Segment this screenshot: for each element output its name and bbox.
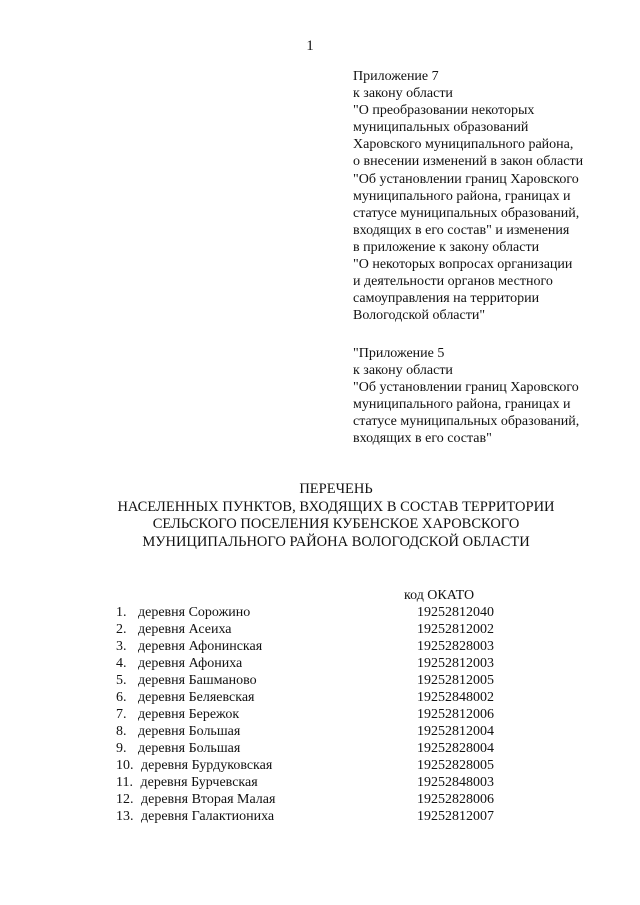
settlement-name: деревня Беляевская bbox=[138, 690, 255, 705]
list-item bbox=[116, 689, 536, 706]
title-line: НАСЕЛЕННЫХ ПУНКТОВ, ВХОДЯЩИХ В СОСТАВ ТЕРРИТОРИИ bbox=[117, 498, 555, 515]
appendix-7-line: входящих в его состав" и изменения bbox=[353, 222, 570, 238]
appendix-5-line: к закону области bbox=[353, 363, 453, 379]
list-item bbox=[116, 740, 536, 757]
list-item bbox=[116, 723, 536, 740]
appendix-7-line: в приложение к закону области bbox=[353, 239, 540, 255]
list-item bbox=[116, 774, 536, 791]
settlement-name: деревня Бурчевская bbox=[140, 775, 258, 790]
page-number: 1 bbox=[306, 38, 314, 54]
settlement-name: деревня Сорожино bbox=[138, 605, 251, 620]
appendix-7-line: самоуправления на территории bbox=[353, 291, 540, 307]
settlement-name: деревня Башманово bbox=[138, 673, 257, 688]
okato-code: 19252828006 bbox=[417, 792, 494, 807]
list-item bbox=[116, 791, 536, 808]
item-number: 9. bbox=[116, 741, 127, 756]
okato-code: 19252812006 bbox=[417, 707, 494, 722]
settlement-name: деревня Афонинская bbox=[138, 639, 263, 654]
appendix-5-header bbox=[353, 345, 638, 448]
item-number: 8. bbox=[116, 724, 127, 739]
appendix-7-line: "О преобразовании некоторых bbox=[353, 103, 535, 119]
title-line: ПЕРЕЧЕНЬ bbox=[299, 481, 373, 497]
item-number: 12. bbox=[116, 792, 134, 807]
settlement-name: деревня Галактиониха bbox=[141, 809, 275, 824]
appendix-7-line: Приложение 7 bbox=[353, 69, 439, 84]
okato-code: 19252828004 bbox=[417, 741, 494, 756]
appendix-5-line: статусе муниципальных образований, bbox=[353, 414, 580, 430]
okato-code: 19252828005 bbox=[417, 758, 494, 773]
document-title bbox=[0, 481, 640, 551]
settlement-name: деревня Бережок bbox=[138, 707, 240, 722]
list-item bbox=[116, 672, 536, 689]
title-line: МУНИЦИПАЛЬНОГО РАЙОНА ВОЛОГОДСКОЙ ОБЛАСТИ bbox=[142, 533, 530, 550]
appendix-7-line: статусе муниципальных образований, bbox=[353, 205, 580, 221]
list-item bbox=[116, 808, 536, 825]
appendix-7-line: к закону области bbox=[353, 86, 453, 102]
list-item bbox=[116, 604, 536, 621]
appendix-5-line: входящих в его состав" bbox=[353, 431, 492, 447]
settlement-name: деревня Асеиха bbox=[138, 622, 232, 637]
okato-code: 19252812040 bbox=[417, 605, 494, 620]
appendix-5-line: "Приложение 5 bbox=[353, 346, 445, 361]
settlement-name: деревня Бурдуковская bbox=[141, 758, 273, 773]
list-item bbox=[116, 621, 536, 638]
appendix-7-line: Харовского муниципального района, bbox=[353, 137, 574, 153]
list-item bbox=[116, 706, 536, 723]
okato-code: 19252848003 bbox=[417, 775, 494, 790]
item-number: 3. bbox=[116, 639, 127, 654]
item-number: 6. bbox=[116, 690, 127, 705]
item-number: 4. bbox=[116, 656, 127, 671]
settlement-list bbox=[116, 604, 536, 825]
settlement-name: деревня Большая bbox=[138, 741, 241, 756]
okato-code-column-header: код ОКАТО bbox=[404, 588, 475, 603]
item-number: 11. bbox=[116, 775, 133, 790]
settlement-name: деревня Большая bbox=[138, 724, 241, 739]
appendix-5-line: "Об установлении границ Харовского bbox=[353, 380, 579, 396]
appendix-7-header bbox=[353, 68, 638, 324]
settlement-name: деревня Вторая Малая bbox=[141, 792, 276, 807]
appendix-7-line: муниципальных образований bbox=[353, 120, 529, 136]
appendix-7-line: о внесении изменений в закон области bbox=[353, 154, 584, 170]
list-item bbox=[116, 638, 536, 655]
okato-code: 19252828003 bbox=[417, 639, 494, 654]
settlement-name: деревня Афониха bbox=[138, 656, 243, 671]
okato-code: 19252812002 bbox=[417, 622, 494, 637]
title-line: СЕЛЬСКОГО ПОСЕЛЕНИЯ КУБЕНСКОЕ ХАРОВСКОГО bbox=[152, 516, 520, 533]
okato-code: 19252812007 bbox=[417, 809, 494, 824]
item-number: 7. bbox=[116, 707, 127, 722]
okato-code: 19252812004 bbox=[417, 724, 494, 739]
appendix-7-line: "Об установлении границ Харовского bbox=[353, 171, 579, 187]
appendix-7-line: "О некоторых вопросах организации bbox=[353, 257, 573, 273]
list-item bbox=[116, 655, 536, 672]
okato-code: 19252812005 bbox=[417, 673, 494, 688]
appendix-7-line: Вологодской области" bbox=[353, 308, 486, 324]
list-item bbox=[116, 757, 536, 774]
item-number: 13. bbox=[116, 809, 134, 824]
item-number: 2. bbox=[116, 622, 127, 637]
okato-code: 19252812003 bbox=[417, 656, 494, 671]
appendix-7-line: и деятельности органов местного bbox=[353, 274, 553, 290]
item-number: 10. bbox=[116, 758, 134, 773]
item-number: 1. bbox=[116, 605, 127, 620]
appendix-7-line: муниципального района, границах и bbox=[353, 188, 571, 204]
item-number: 5. bbox=[116, 673, 127, 688]
okato-code: 19252848002 bbox=[417, 690, 494, 705]
appendix-5-line: муниципального района, границах и bbox=[353, 397, 571, 413]
